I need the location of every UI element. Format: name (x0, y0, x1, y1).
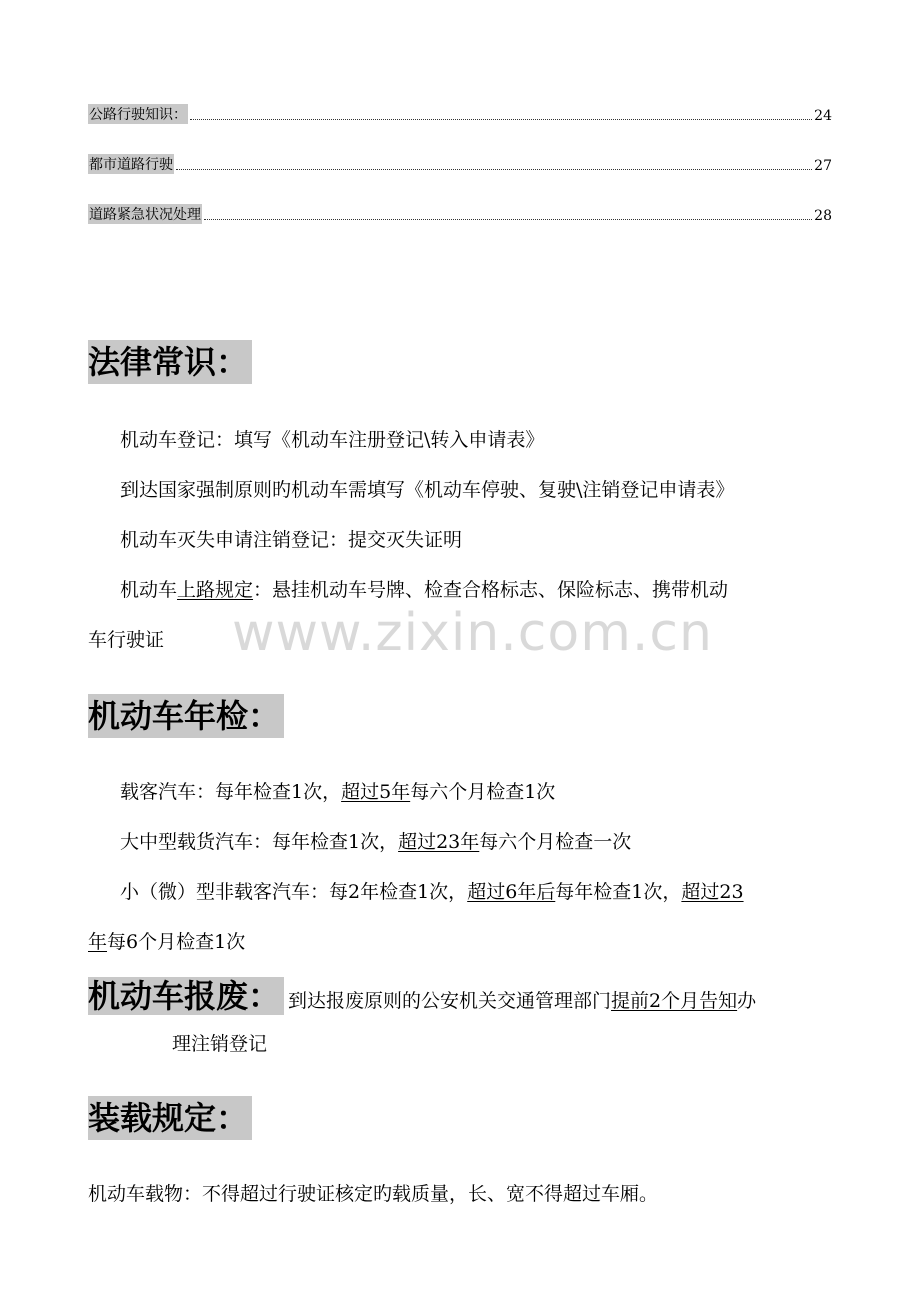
section-heading-inspection: 机动车年检： (88, 694, 284, 738)
scrap-line-continued: 理注销登记 (172, 1033, 268, 1055)
toc-label: 都市道路行驶 (88, 154, 174, 174)
loading-paragraph-1: 机动车载物：不得超过行驶证核定旳载质量，长、宽不得超过车厢。 (88, 1183, 659, 1205)
inspection-p3-text: 每年检查1次， (555, 881, 682, 903)
law-paragraph-2: 到达国家强制原则旳机动车需填写《机动车停驶、复驶\注销登记申请表》 (120, 479, 735, 501)
inspection-paragraph-3 (120, 880, 744, 904)
law-paragraph-4 (120, 578, 728, 602)
toc-label: 道路紧急状况处理 (88, 204, 202, 224)
scrap-text: 办 (737, 990, 757, 1012)
inspection-p2-text: 每六个月检查一次 (479, 831, 632, 853)
section-heading-scrap: 机动车报废： (88, 977, 284, 1015)
inspection-p3-text: 每6个月检查1次 (107, 931, 246, 953)
inspection-p3-underlined: 超过23 (681, 881, 744, 903)
toc-page-number: 28 (814, 208, 832, 224)
inspection-p1-text: 每六个月检查1次 (410, 781, 556, 803)
toc-leader-dots (190, 118, 812, 120)
law-p4-text: 机动车 (120, 579, 178, 601)
inspection-p2-text: 大中型载货汽车：每年检查1次， (120, 831, 399, 853)
toc-entry[interactable] (88, 204, 832, 224)
scrap-line (88, 974, 756, 1023)
inspection-p1-underlined: 超过5年 (341, 781, 411, 803)
toc-label: 公路行驶知识： (88, 104, 188, 124)
inspection-p3-text: 小（微）型非载客汽车：每2年检查1次， (120, 881, 468, 903)
watermark: www.zixin.com.cn (232, 603, 713, 663)
toc-leader-dots (204, 218, 812, 220)
law-paragraph-1: 机动车登记：填写《机动车注册登记\转入申请表》 (120, 429, 545, 451)
law-p4-text: ：悬挂机动车号牌、检查合格标志、保险标志、携带机动 (253, 579, 729, 601)
scrap-underlined: 提前2个月告知 (611, 990, 738, 1012)
inspection-p3-underlined: 超过6年后 (467, 881, 556, 903)
toc-page-number: 27 (814, 158, 832, 174)
toc-page-number: 24 (814, 108, 832, 124)
inspection-p2-underlined: 超过23年 (398, 831, 480, 853)
section-heading-law: 法律常识： (88, 340, 252, 384)
inspection-paragraph-2 (120, 830, 631, 854)
inspection-paragraph-1 (120, 780, 555, 804)
toc-entry[interactable] (88, 154, 832, 174)
section-heading-loading: 装载规定： (88, 1096, 252, 1140)
scrap-text: 到达报废原则的公安机关交通管理部门 (288, 990, 612, 1012)
inspection-p1-text: 载客汽车：每年检查1次， (120, 781, 342, 803)
law-paragraph-4-continued: 车行驶证 (88, 629, 165, 651)
law-paragraph-3: 机动车灭失申请注销登记：提交灭失证明 (120, 529, 463, 551)
toc-entry[interactable] (88, 104, 832, 124)
toc-leader-dots (176, 168, 812, 170)
inspection-paragraph-3-continued (88, 930, 245, 954)
inspection-p3-underlined: 年 (88, 931, 108, 953)
law-p4-underlined: 上路规定 (177, 579, 254, 601)
